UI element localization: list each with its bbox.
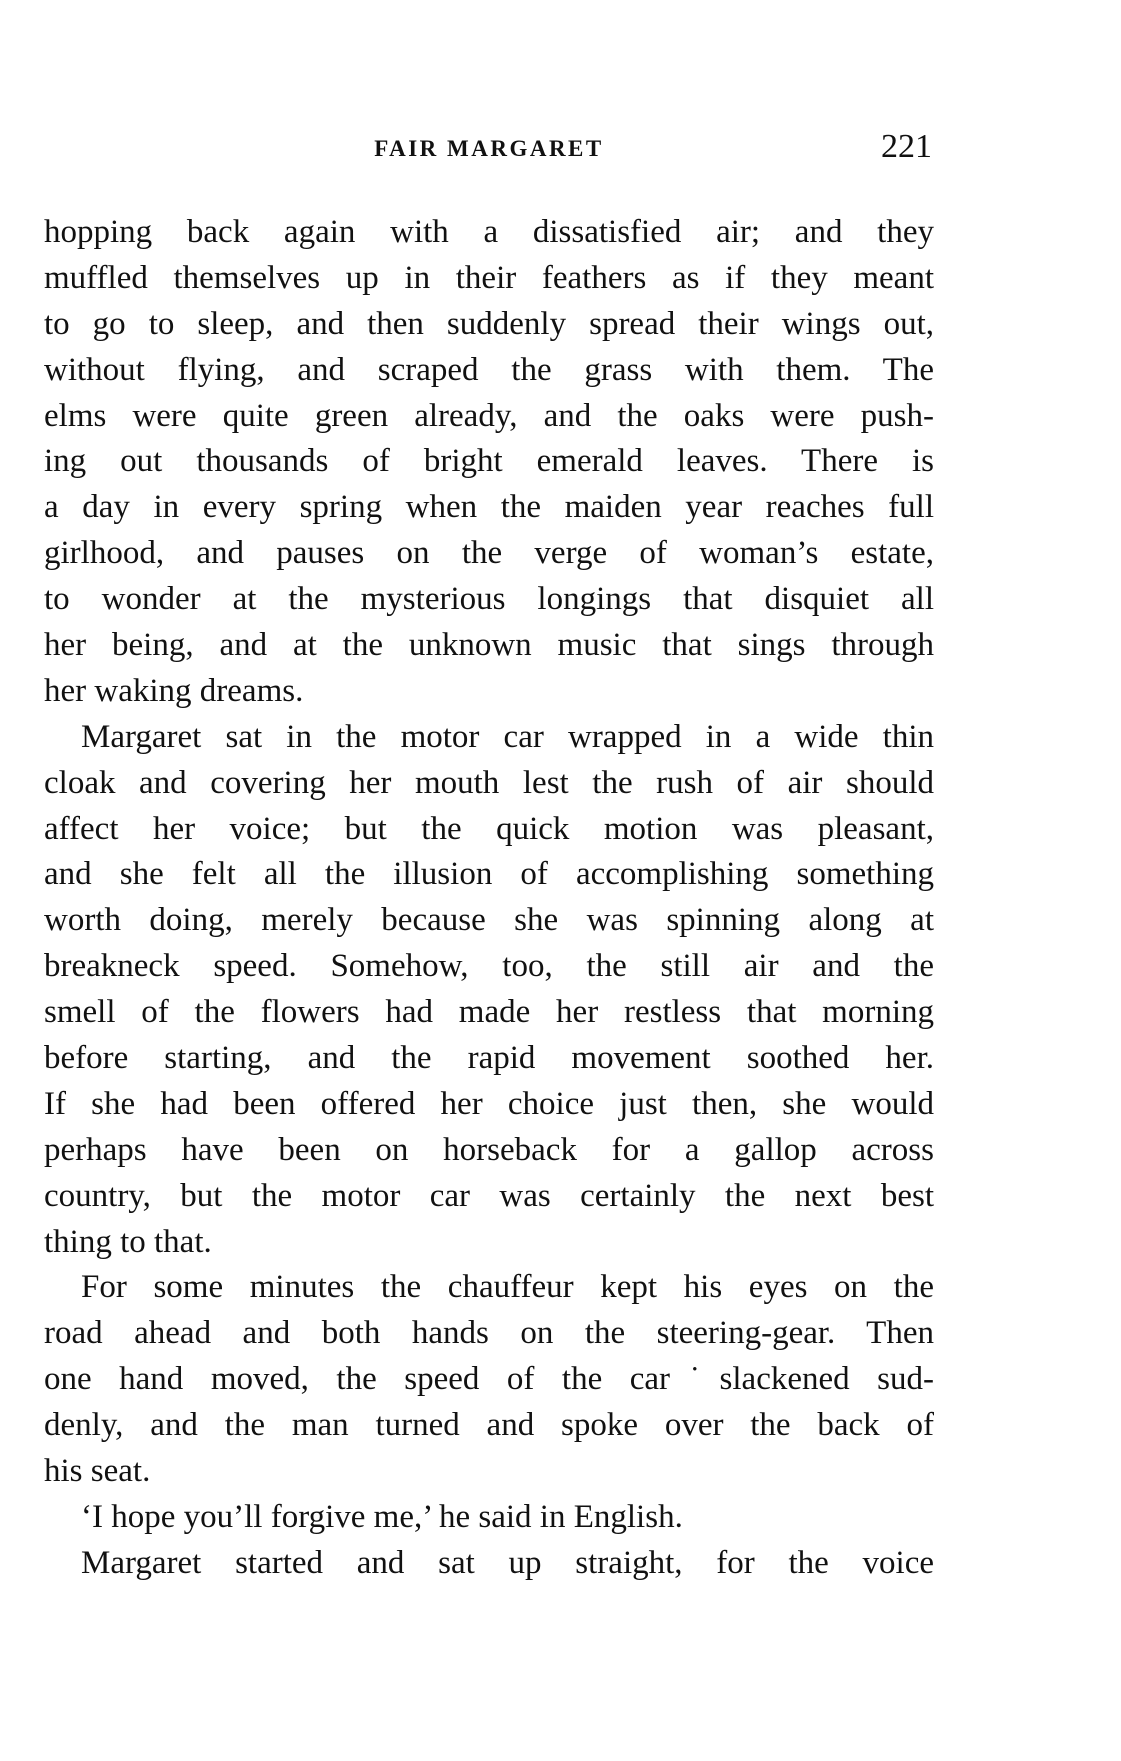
text-line: If she had been offered her choice just then, she would bbox=[44, 1085, 934, 1122]
text-line: denly, and the man turned and spoke over the back of bbox=[44, 1407, 934, 1444]
text-line: muffled themselves up in their feathers as if they meant bbox=[44, 259, 934, 296]
running-header bbox=[44, 128, 934, 172]
text-line: cloak and covering her mouth lest the rush of air should bbox=[44, 764, 934, 801]
text-line: a day in every spring when the maiden year reaches full bbox=[44, 489, 934, 526]
text-line: before starting, and the rapid movement soothed her. bbox=[44, 1040, 934, 1077]
text-line: ing out thousands of bright emerald leaves. There is bbox=[44, 443, 934, 480]
paragraph-start-line: Margaret sat in the motor car wrapped in a wide thin bbox=[81, 718, 934, 755]
text-line: thing to that. bbox=[44, 1223, 212, 1260]
text-line: one hand moved, the speed of the car˙slackened sud- bbox=[44, 1361, 934, 1398]
text-line: his seat. bbox=[44, 1453, 151, 1490]
text-line: road ahead and both hands on the steering-gear. Then bbox=[44, 1315, 934, 1352]
text-line: and she felt all the illusion of accomplishing something bbox=[44, 856, 934, 893]
paragraph-start-line: For some minutes the chauffeur kept his eyes on the bbox=[81, 1269, 934, 1306]
text-line: country, but the motor car was certainly the next best bbox=[44, 1177, 934, 1214]
text-line: breakneck speed. Somehow, too, the still air and the bbox=[44, 948, 934, 985]
text-line: affect her voice; but the quick motion was pleasant, bbox=[44, 810, 934, 847]
page-number: 221 bbox=[881, 128, 932, 165]
text-line: her being, and at the unknown music that sings through bbox=[44, 627, 934, 664]
text-line: her waking dreams. bbox=[44, 672, 304, 709]
text-line: to go to sleep, and then suddenly spread their wings out, bbox=[44, 305, 934, 342]
text-line: hopping back again with a dissatisfied air; and they bbox=[44, 214, 934, 250]
paragraph-start-line: ‘I hope you’ll forgive me,’ he said in English. bbox=[81, 1498, 683, 1535]
text-line: perhaps have been on horseback for a gallop across bbox=[44, 1131, 934, 1168]
paragraph-start-line: Margaret started and sat up straight, for the voice bbox=[81, 1544, 934, 1581]
running-title: FAIR MARGARET bbox=[374, 136, 604, 161]
text-line: without flying, and scraped the grass with them. The bbox=[44, 351, 934, 388]
text-line: worth doing, merely because she was spinning along at bbox=[44, 902, 934, 939]
text-line: girlhood, and pauses on the verge of woman’s estate, bbox=[44, 535, 934, 572]
text-line: smell of the flowers had made her restless that morning bbox=[44, 994, 934, 1031]
text-line: to wonder at the mysterious longings that disquiet all bbox=[44, 581, 934, 618]
body-text bbox=[44, 210, 934, 1587]
text-line: elms were quite green already, and the oaks were push- bbox=[44, 397, 934, 434]
